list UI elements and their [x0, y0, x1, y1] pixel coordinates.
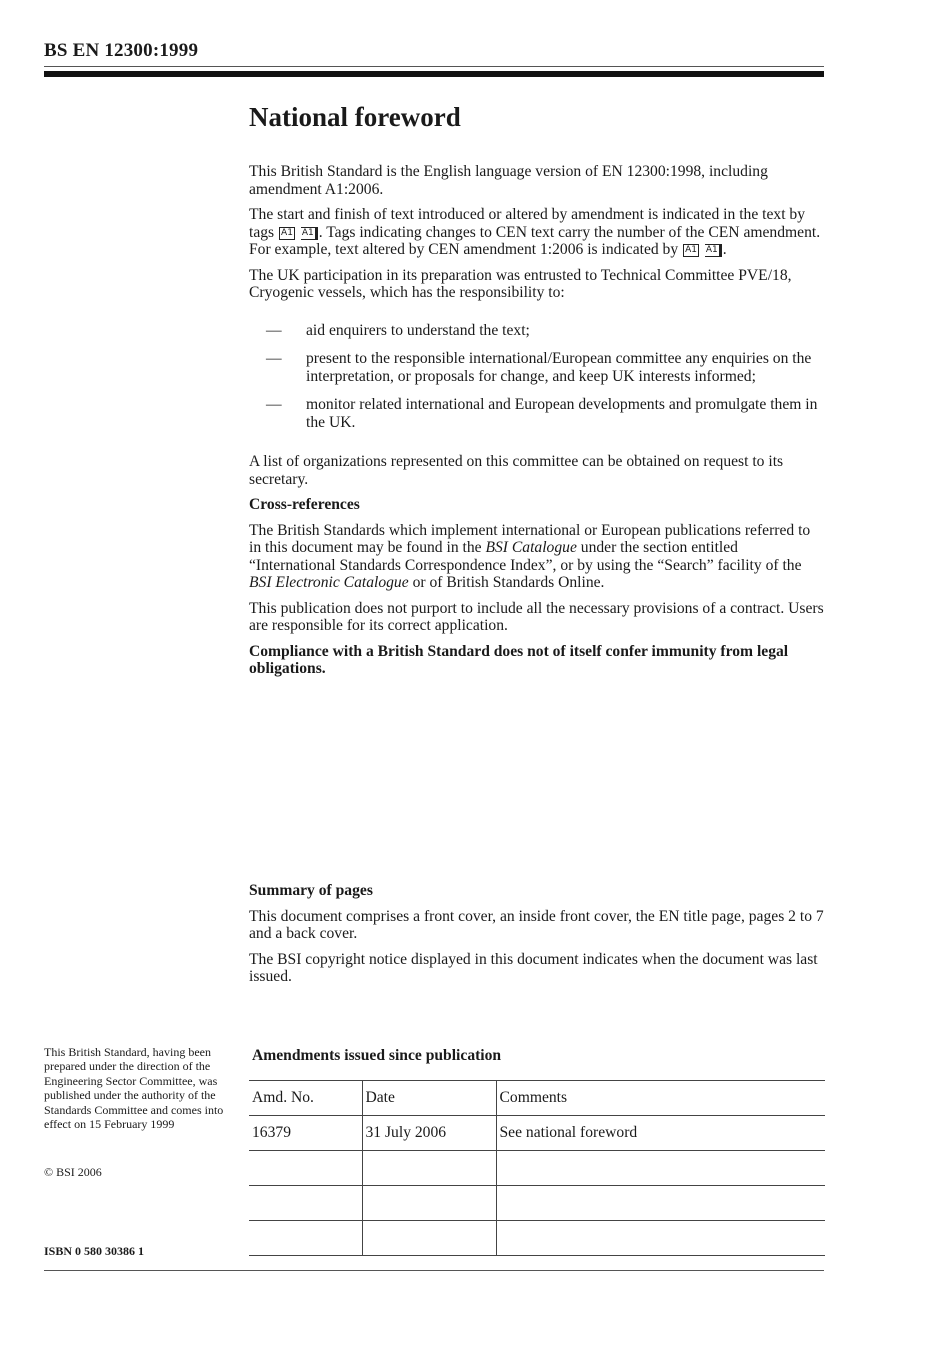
table-cell — [362, 1186, 496, 1221]
bsi-electronic-catalogue-title: BSI Electronic Catalogue — [249, 574, 409, 591]
copyright-line: © BSI 2006 — [44, 1165, 102, 1179]
publication-note-text: This British Standard, having been prepared under the direction of the Engineering Sector Committee, was published under the authority of the Standards Committee and comes into effect on 15 February 1999 — [44, 1045, 224, 1132]
list-item — [249, 350, 824, 385]
column-header: Date — [362, 1081, 496, 1116]
amendments-table — [249, 1080, 825, 1256]
tags-text-c: . — [722, 241, 727, 258]
amendment-start-tag-icon: A1 — [281, 227, 293, 238]
amendment-end-tag-icon: A1 — [705, 244, 722, 257]
crossref-text-a: The British Standards which implement international or European publications referred to in this document may be found in the — [249, 521, 811, 556]
compliance-statement: Compliance with a British Standard does not of itself confer immunity from legal obligations. — [249, 642, 789, 677]
table-cell — [496, 1186, 825, 1221]
table-cell — [496, 1151, 825, 1186]
crossref-text-b: under the section entitled “International Standards Correspondence Index”, or by using the “Search” facility of the — [249, 539, 802, 574]
organizations-paragraph: A list of organizations represented on this committee can be obtained on request to its secretary. — [249, 453, 784, 488]
table-row — [249, 1221, 825, 1256]
table-row — [249, 1186, 825, 1221]
isbn: ISBN 0 580 30386 1 — [44, 1244, 145, 1258]
list-item — [249, 322, 824, 340]
summary-of-pages-section — [249, 882, 824, 994]
list-item — [249, 396, 824, 431]
bsi-catalogue-title: BSI Catalogue — [485, 539, 577, 556]
responsibility-list — [249, 322, 824, 432]
table-row — [249, 1116, 825, 1151]
dash-marker: — — [266, 350, 282, 367]
cross-references-heading: Cross-references — [249, 496, 360, 513]
column-header: Comments — [496, 1081, 825, 1116]
table-header-row — [249, 1081, 825, 1116]
publication-note — [44, 1045, 244, 1131]
table-cell — [249, 1151, 362, 1186]
committee-paragraph: The UK participation in its preparation was entrusted to Technical Committee PVE/18, Cryogenic vessels, which has the responsibility to: — [249, 266, 792, 301]
header-thick-rule — [44, 71, 824, 77]
dash-marker: — — [266, 396, 282, 413]
table-row — [249, 1151, 825, 1186]
intro-paragraph: This British Standard is the English language version of EN 12300:1998, including amendment A1:2006. — [249, 163, 768, 198]
amendment-start-tag-icon: A1 — [685, 245, 697, 255]
tags-text-b: . Tags indicating changes to CEN text carry the number of the CEN amendment. For example, text altered by CEN amendment 1:2006 is indicated by — [249, 223, 821, 258]
table-cell: 16379 — [249, 1116, 362, 1151]
amendment-end-tag-icon: A1 — [301, 227, 318, 240]
list-item-text: aid enquirers to understand the text; — [306, 321, 530, 339]
crossref-text-c: or of British Standards Online. — [412, 574, 605, 591]
standard-number: BS EN 12300:1999 — [44, 40, 199, 61]
dash-marker: — — [266, 321, 282, 339]
table-cell — [362, 1221, 496, 1256]
table-cell — [362, 1151, 496, 1186]
list-item-text: present to the responsible international/European committee any enquiries on the interpretation, or proposals for change, and keep UK interests informed; — [306, 350, 812, 385]
table-cell — [249, 1221, 362, 1256]
table-cell — [249, 1186, 362, 1221]
provisions-paragraph: This publication does not purport to include all the necessary provisions of a contract. Users are responsible for its correct application. — [249, 599, 824, 634]
amendments-title: Amendments issued since publication — [252, 1047, 502, 1064]
national-foreword-section — [249, 100, 824, 686]
summary-paragraph: This document comprises a front cover, an inside front cover, the EN title page, pages 2 to 7 and a back cover. — [249, 907, 824, 942]
table-cell: 31 July 2006 — [362, 1116, 496, 1151]
summary-heading: Summary of pages — [249, 882, 373, 899]
cross-references-paragraph — [249, 522, 824, 592]
header-thin-rule — [44, 66, 824, 67]
footer-rule — [44, 1270, 824, 1271]
column-header: Amd. No. — [249, 1081, 362, 1116]
copyright-notice-paragraph: The BSI copyright notice displayed in this document indicates when the document was last issued. — [249, 950, 818, 985]
table-cell — [496, 1221, 825, 1256]
list-item-text: monitor related international and European developments and promulgate them in the UK. — [306, 396, 818, 431]
amendment-tags-paragraph — [249, 206, 824, 259]
tags-text-a: The start and finish of text introduced or altered by amendment is indicated in the text by tags — [249, 206, 806, 241]
table-cell: See national foreword — [496, 1116, 825, 1151]
page-title: National foreword — [249, 102, 461, 132]
